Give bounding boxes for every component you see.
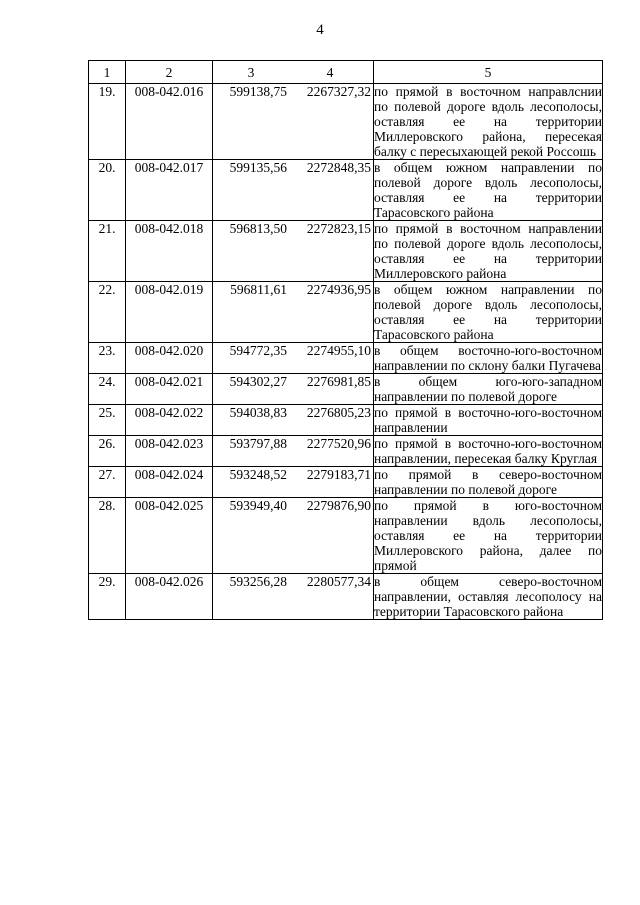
coordinate-y: 2272848,35	[306, 160, 371, 175]
point-code: 008-042.016	[126, 84, 213, 160]
table-row	[89, 436, 603, 467]
row-number: 22.	[89, 282, 126, 343]
coordinate-y: 2274955,10	[306, 343, 371, 358]
coordinate-x: 594302,27	[229, 374, 287, 389]
coordinate-x: 593256,28	[229, 574, 287, 589]
boundary-description: в общем южном направлении по полевой дороге вдоль лесополосы, оставляя ее на территории Тарасовского района	[374, 160, 602, 220]
boundary-description: по прямой в восточном направлении по полевой дороге вдоль лесополосы, оставляя ее на территории Миллеровского района	[374, 221, 602, 281]
row-number: 19.	[89, 84, 126, 160]
coordinate-y: 2276981,85	[306, 374, 371, 389]
coordinates-cell	[213, 282, 374, 343]
coordinates-cell	[213, 84, 374, 160]
point-code: 008-042.024	[126, 467, 213, 498]
boundary-description: в общем юго-юго-западном направлении по полевой дороге	[374, 374, 602, 404]
coordinates-cell	[213, 343, 374, 374]
table-row	[89, 374, 603, 405]
boundary-description: по прямой в северо-восточном направлении по полевой дороге	[374, 467, 602, 497]
boundary-description: по прямой в восточном направлснии по полевой дороге вдоль лесополосы, оставляя ее на территории Миллеровского района, пересекая балку с пересыхающей рекой Россошь	[374, 84, 602, 159]
coordinates-cell	[213, 498, 374, 574]
coordinate-x: 599138,75	[229, 84, 287, 99]
coordinates-cell	[213, 374, 374, 405]
coordinate-y: 2272823,15	[306, 221, 371, 236]
row-number: 21.	[89, 221, 126, 282]
point-code: 008-042.026	[126, 574, 213, 620]
coordinate-y: 2267327,32	[306, 84, 371, 99]
coordinate-y: 2279183,71	[306, 467, 371, 482]
row-number: 29.	[89, 574, 126, 620]
row-number: 27.	[89, 467, 126, 498]
coordinates-cell	[213, 574, 374, 620]
boundary-description: в общем северо-восточном направлении, оставляя лесополосу на территории Тарасовского района	[374, 574, 602, 619]
table-row	[89, 405, 603, 436]
boundary-description: в общем южном направлении по полевой дороге вдоль лесополосы, оставляя ее на территории Тарасовского района	[374, 282, 602, 342]
point-code: 008-042.020	[126, 343, 213, 374]
row-number: 24.	[89, 374, 126, 405]
coordinate-x: 599135,56	[229, 160, 287, 175]
coordinate-y: 2279876,90	[306, 498, 371, 513]
boundary-description: по прямой в восточно-юго-восточном направлении, пересекая балку Круглая	[374, 436, 602, 466]
boundary-description: по прямой в восточно-юго-восточном направлении	[374, 405, 602, 435]
boundary-points-table	[88, 60, 603, 620]
header-col-3: 3	[247, 64, 255, 80]
point-code: 008-042.021	[126, 374, 213, 405]
point-code: 008-042.025	[126, 498, 213, 574]
point-code: 008-042.023	[126, 436, 213, 467]
point-code: 008-042.019	[126, 282, 213, 343]
header-col-5: 5	[374, 61, 603, 84]
table-row	[89, 467, 603, 498]
coordinate-y: 2274936,95	[306, 282, 371, 297]
coordinates-cell	[213, 160, 374, 221]
coordinate-x: 593248,52	[229, 467, 287, 482]
row-number: 25.	[89, 405, 126, 436]
coordinate-y: 2276805,23	[306, 405, 371, 420]
coordinate-x: 596813,50	[229, 221, 287, 236]
coordinate-x: 593797,88	[229, 436, 287, 451]
table-row	[89, 160, 603, 221]
coordinates-cell	[213, 436, 374, 467]
header-col-1: 1	[89, 61, 126, 84]
coordinate-y: 2277520,96	[306, 436, 371, 451]
table-row	[89, 221, 603, 282]
point-code: 008-042.017	[126, 160, 213, 221]
row-number: 23.	[89, 343, 126, 374]
page-number: 4	[316, 22, 324, 38]
row-number: 20.	[89, 160, 126, 221]
boundary-description: по прямой в юго-восточном направлении вдоль лесополосы, оставляя ее на территории Миллеровского района, далее по прямой	[374, 498, 602, 573]
coordinate-x: 596811,61	[230, 282, 287, 297]
coordinates-cell	[213, 221, 374, 282]
table-row	[89, 343, 603, 374]
table-row	[89, 574, 603, 620]
table-row	[89, 282, 603, 343]
boundary-description: в общем восточно-юго-восточном направлении по склону балки Пугачева	[374, 343, 602, 373]
row-number: 28.	[89, 498, 126, 574]
table-row	[89, 84, 603, 160]
coordinate-x: 593949,40	[229, 498, 287, 513]
table-row	[89, 498, 603, 574]
point-code: 008-042.022	[126, 405, 213, 436]
coordinate-x: 594038,83	[229, 405, 287, 420]
header-col-3-4	[213, 61, 374, 84]
point-code: 008-042.018	[126, 221, 213, 282]
coordinate-x: 594772,35	[229, 343, 287, 358]
row-number: 26.	[89, 436, 126, 467]
coordinates-cell	[213, 405, 374, 436]
header-col-2: 2	[126, 61, 213, 84]
coordinates-cell	[213, 467, 374, 498]
header-col-4: 4	[326, 64, 334, 80]
table-header-row	[89, 61, 603, 84]
coordinate-y: 2280577,34	[306, 574, 371, 589]
